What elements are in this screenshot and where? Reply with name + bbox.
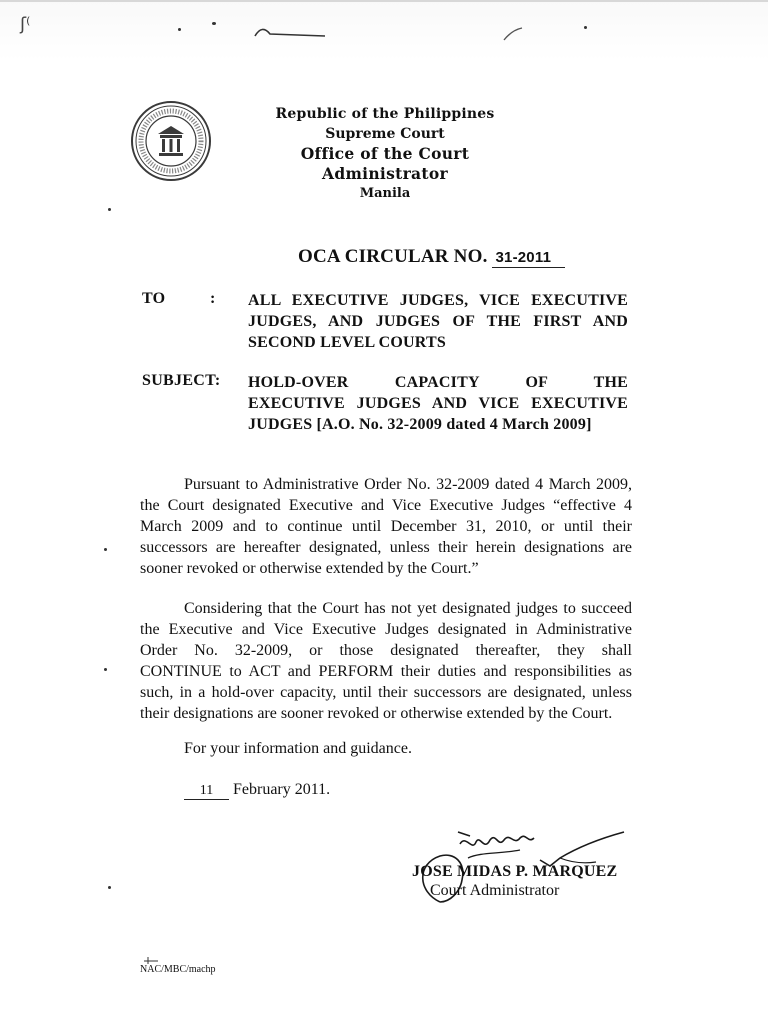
- subject-line: HOLD-OVER CAPACITY OF THE: [248, 374, 628, 391]
- signatory-name: JOSE MIDAS P. MARQUEZ: [412, 863, 618, 880]
- scan-speck: [108, 886, 111, 889]
- to-line: JUDGES, AND JUDGES OF THE FIRST AND: [248, 313, 628, 330]
- subject-line: JUDGES [A.O. No. 32-2009 dated 4 March 2009]: [248, 416, 592, 433]
- paragraph-line: sooner revoked or otherwise extended by the Court.”: [140, 560, 479, 577]
- paragraph-line: the Court designated Executive and Vice Executive Judges “effective 4: [140, 497, 632, 514]
- paragraph-line: CONTINUE to ACT and PERFORM their duties and responsibilities as: [140, 663, 632, 680]
- scan-speck: [584, 26, 587, 29]
- scan-speck: [178, 28, 181, 31]
- date-day: 11: [184, 783, 229, 800]
- scan-edge: [0, 0, 768, 2]
- circular-title: [298, 246, 565, 268]
- reference-initials: NAC/MBC/machp: [140, 964, 216, 975]
- to-recipients: [248, 290, 628, 353]
- reference-mark: [142, 956, 162, 964]
- paragraph-line: their designations are sooner revoked or otherwise extended by the Court.: [140, 705, 613, 722]
- signatory-title: Court Administrator: [430, 882, 560, 899]
- oca-seal-icon: [130, 100, 212, 182]
- letterhead-city: Manila: [359, 186, 411, 201]
- subject-line: EXECUTIVE JUDGES AND VICE EXECUTIVE: [248, 395, 628, 412]
- scan-mark-tick: [500, 22, 530, 46]
- to-label: TO: [142, 290, 166, 307]
- scan-speck: [104, 548, 107, 551]
- scan-speck: [104, 668, 107, 671]
- scan-speck: [212, 22, 216, 25]
- body-paragraph-1: [140, 474, 632, 579]
- scan-speck: [108, 208, 111, 211]
- date-line: [184, 781, 330, 800]
- to-line: ALL EXECUTIVE JUDGES, VICE EXECUTIVE: [248, 292, 628, 309]
- paragraph-line: Pursuant to Administrative Order No. 32-2009 dated 4 March 2009,: [184, 476, 632, 493]
- paragraph-line: Order No. 32-2009, or those designated thereafter, they shall: [140, 642, 632, 659]
- paragraph-line: such, in a hold-over capacity, until their successors are designated, unless: [140, 684, 632, 701]
- paragraph-line: Considering that the Court has not yet designated judges to succeed: [184, 600, 632, 617]
- letterhead: [250, 104, 520, 204]
- letterhead-republic: Republic of the Philippines: [275, 106, 495, 122]
- letterhead-court: Supreme Court: [325, 126, 445, 142]
- to-colon: :: [210, 290, 216, 307]
- paragraph-line: March 2009 and to continue until December 31, 2010, or until their: [140, 518, 632, 535]
- subject-text: [248, 372, 628, 435]
- closing-line: For your information and guidance.: [184, 740, 412, 757]
- paragraph-line: the Executive and Vice Executive Judges designated in Administrative: [140, 621, 632, 638]
- circular-title-text: OCA CIRCULAR NO.: [298, 246, 488, 267]
- date-rest: February 2011.: [233, 781, 331, 798]
- to-line: SECOND LEVEL COURTS: [248, 334, 446, 351]
- subject-label: SUBJECT:: [142, 372, 221, 389]
- scan-mark: ʃ⁽: [20, 14, 31, 35]
- circular-number: 31-2011: [492, 249, 565, 268]
- letterhead-office: Office of the Court Administrator: [300, 144, 470, 183]
- body-paragraph-2: [140, 598, 632, 724]
- scan-mark-line: [250, 20, 330, 42]
- paragraph-line: successors are hereafter designated, unless their herein designations are: [140, 539, 632, 556]
